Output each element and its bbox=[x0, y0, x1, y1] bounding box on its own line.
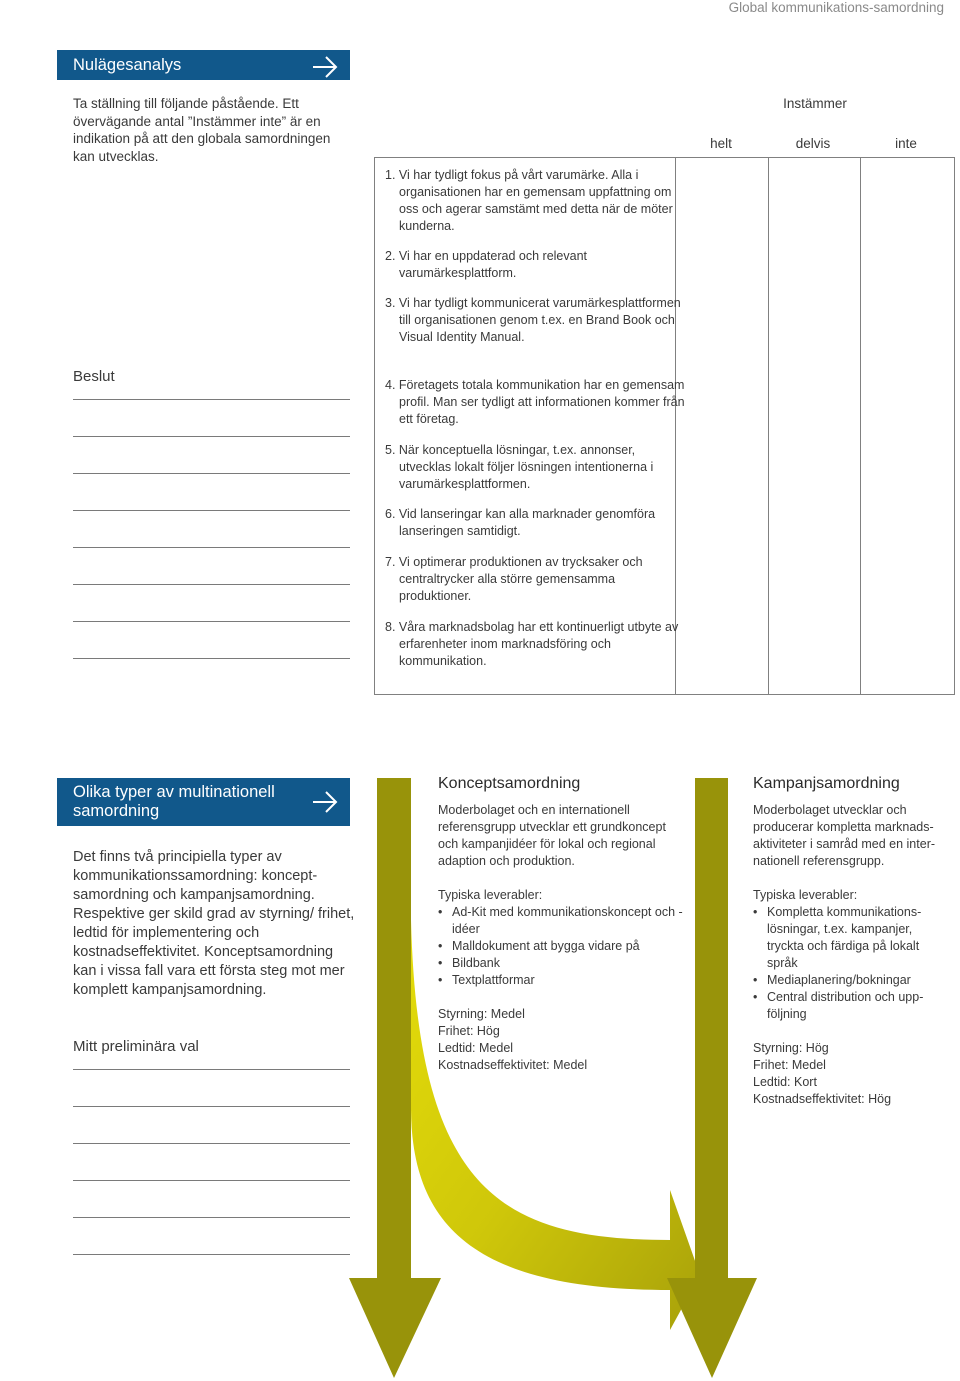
statement-2: 2. Vi har en uppdaterad och relevant varumärkesplattform. bbox=[385, 249, 587, 280]
rating-header: Instämmer bbox=[783, 96, 847, 111]
list-item: • Kompletta kommunikationslösningar, t.ex. kampanjer, tryckta och färdiga på lokalt språk bbox=[753, 904, 943, 972]
koncept-deliverables-list bbox=[438, 904, 688, 989]
writing-line[interactable] bbox=[73, 510, 350, 511]
kampanj-description: Moderbolaget utvecklar och producerar kompletta marknadsaktiviteter i samråd med en internationell referensgrupp. bbox=[753, 803, 936, 868]
kampanj-deliverables-label: Typiska leverabler: bbox=[753, 888, 858, 902]
list-item: • Central distribution och uppföljning bbox=[753, 989, 943, 1023]
arrow-right-icon bbox=[312, 56, 338, 78]
writing-line[interactable] bbox=[73, 1254, 350, 1255]
kampanj-column bbox=[753, 775, 958, 1108]
rating-column-helt[interactable] bbox=[676, 158, 768, 693]
stat-kostnadseffektivitet: Kostnadseffektivitet: Medel bbox=[438, 1058, 588, 1072]
list-item: • Mediaplanering/bokningar bbox=[753, 972, 943, 989]
stat-kostnadseffektivitet: Kostnadseffektivitet: Hög bbox=[753, 1092, 892, 1106]
writing-line[interactable] bbox=[73, 658, 350, 659]
writing-line[interactable] bbox=[73, 584, 350, 585]
writing-line[interactable] bbox=[73, 621, 350, 622]
statement-7: 7. Vi optimerar produktionen av trycksaker och centraltrycker alla större gemensamma produktioner. bbox=[385, 555, 643, 603]
stat-styrning: Styrning: Medel bbox=[438, 1007, 525, 1021]
writing-line[interactable] bbox=[73, 1217, 350, 1218]
statement-4: 4. Företagets totala kommunikation har en gemensam profil. Man ser tydligt att informationen kommer från ett företag. bbox=[385, 378, 685, 426]
rating-column-delvis[interactable] bbox=[769, 158, 860, 693]
intro-text: Ta ställning till följande påstående. Ett övervägande antal ”Instämmer inte” är en indikation på att den globala samordningen kan utvecklas. bbox=[73, 96, 331, 164]
koncept-description: Moderbolaget och en internationell referensgrupp utvecklar ett grundkoncept och kampanjidéer för lokal och regional adaption och produktion. bbox=[438, 803, 666, 868]
section2-intro: Det finns två principiella typer av kommunikationssamordning: konceptsamordning och kampanjsamordning. Respektive ger skild grad av styrning/ frihet, ledtid för implementering och kostnadseffektivitet. Konceptsamordning kan i vissa fall vara ett första steg mot mer komplett kampanjsamordning. bbox=[73, 849, 355, 998]
writing-line[interactable] bbox=[73, 1069, 350, 1070]
section-header-samordning bbox=[57, 778, 350, 826]
column-head-delvis: delvis bbox=[795, 136, 831, 151]
statement-8: 8. Våra marknadsbolag har ett kontinuerligt utbyte av erfarenheter inom marknadsföring och kommunikation. bbox=[385, 620, 679, 668]
stat-frihet: Frihet: Hög bbox=[438, 1024, 500, 1038]
column-head-inte: inte bbox=[895, 136, 917, 151]
section-title: Nulägesanalys bbox=[73, 56, 182, 74]
writing-line[interactable] bbox=[73, 1106, 350, 1107]
writing-line[interactable] bbox=[73, 399, 350, 400]
decision-label: Beslut bbox=[73, 368, 115, 385]
preliminary-choice-label: Mitt preliminära val bbox=[73, 1038, 199, 1055]
koncept-deliverables-label: Typiska leverabler: bbox=[438, 888, 543, 902]
column-head-helt: helt bbox=[710, 136, 732, 151]
kampanj-title: Kampanjsamordning bbox=[753, 775, 900, 792]
list-item: • Ad-Kit med kommunikationskoncept och -idéer bbox=[438, 904, 688, 938]
koncept-column bbox=[438, 775, 728, 1074]
stat-ledtid: Ledtid: Kort bbox=[753, 1075, 817, 1089]
writing-line[interactable] bbox=[73, 547, 350, 548]
kampanj-stats bbox=[753, 1040, 958, 1108]
kampanj-deliverables-list bbox=[753, 904, 943, 1023]
statement-3: 3. Vi har tydligt kommunicerat varumärkesplattformen till organisationen genom t.ex. en Brand Book och Visual Identity Manual. bbox=[385, 296, 681, 344]
stat-styrning: Styrning: Hög bbox=[753, 1041, 829, 1055]
koncept-stats bbox=[438, 1006, 728, 1074]
writing-line[interactable] bbox=[73, 436, 350, 437]
koncept-title: Konceptsamordning bbox=[438, 775, 581, 792]
statement-6: 6. Vid lanseringar kan alla marknader genomföra lanseringen samtidigt. bbox=[385, 507, 656, 538]
running-head: Global kommunikations-samordning bbox=[728, 0, 944, 15]
section-header-nulagesanalys bbox=[57, 50, 350, 80]
section-title: Olika typer av multinationell samordning bbox=[73, 783, 275, 820]
list-item: • Textplattformar bbox=[438, 972, 688, 989]
rating-column-inte[interactable] bbox=[861, 158, 953, 693]
arrow-right-icon bbox=[312, 791, 338, 813]
writing-line[interactable] bbox=[73, 1143, 350, 1144]
list-item: • Bildbank bbox=[438, 955, 688, 972]
statement-1: 1. Vi har tydligt fokus på vårt varumärke. Alla i organisationen har en gemensam uppfattning om oss och agerar samstämt med detta när de möter kunderna. bbox=[385, 168, 673, 233]
statement-5: 5. När konceptuella lösningar, t.ex. annonser, utvecklas lokalt följer lösningen intentionerna i varumärkesplattformen. bbox=[385, 443, 654, 491]
writing-line[interactable] bbox=[73, 473, 350, 474]
stat-ledtid: Ledtid: Medel bbox=[438, 1041, 514, 1055]
writing-line[interactable] bbox=[73, 1180, 350, 1181]
stat-frihet: Frihet: Medel bbox=[753, 1058, 826, 1072]
list-item: • Malldokument att bygga vidare på bbox=[438, 938, 688, 955]
